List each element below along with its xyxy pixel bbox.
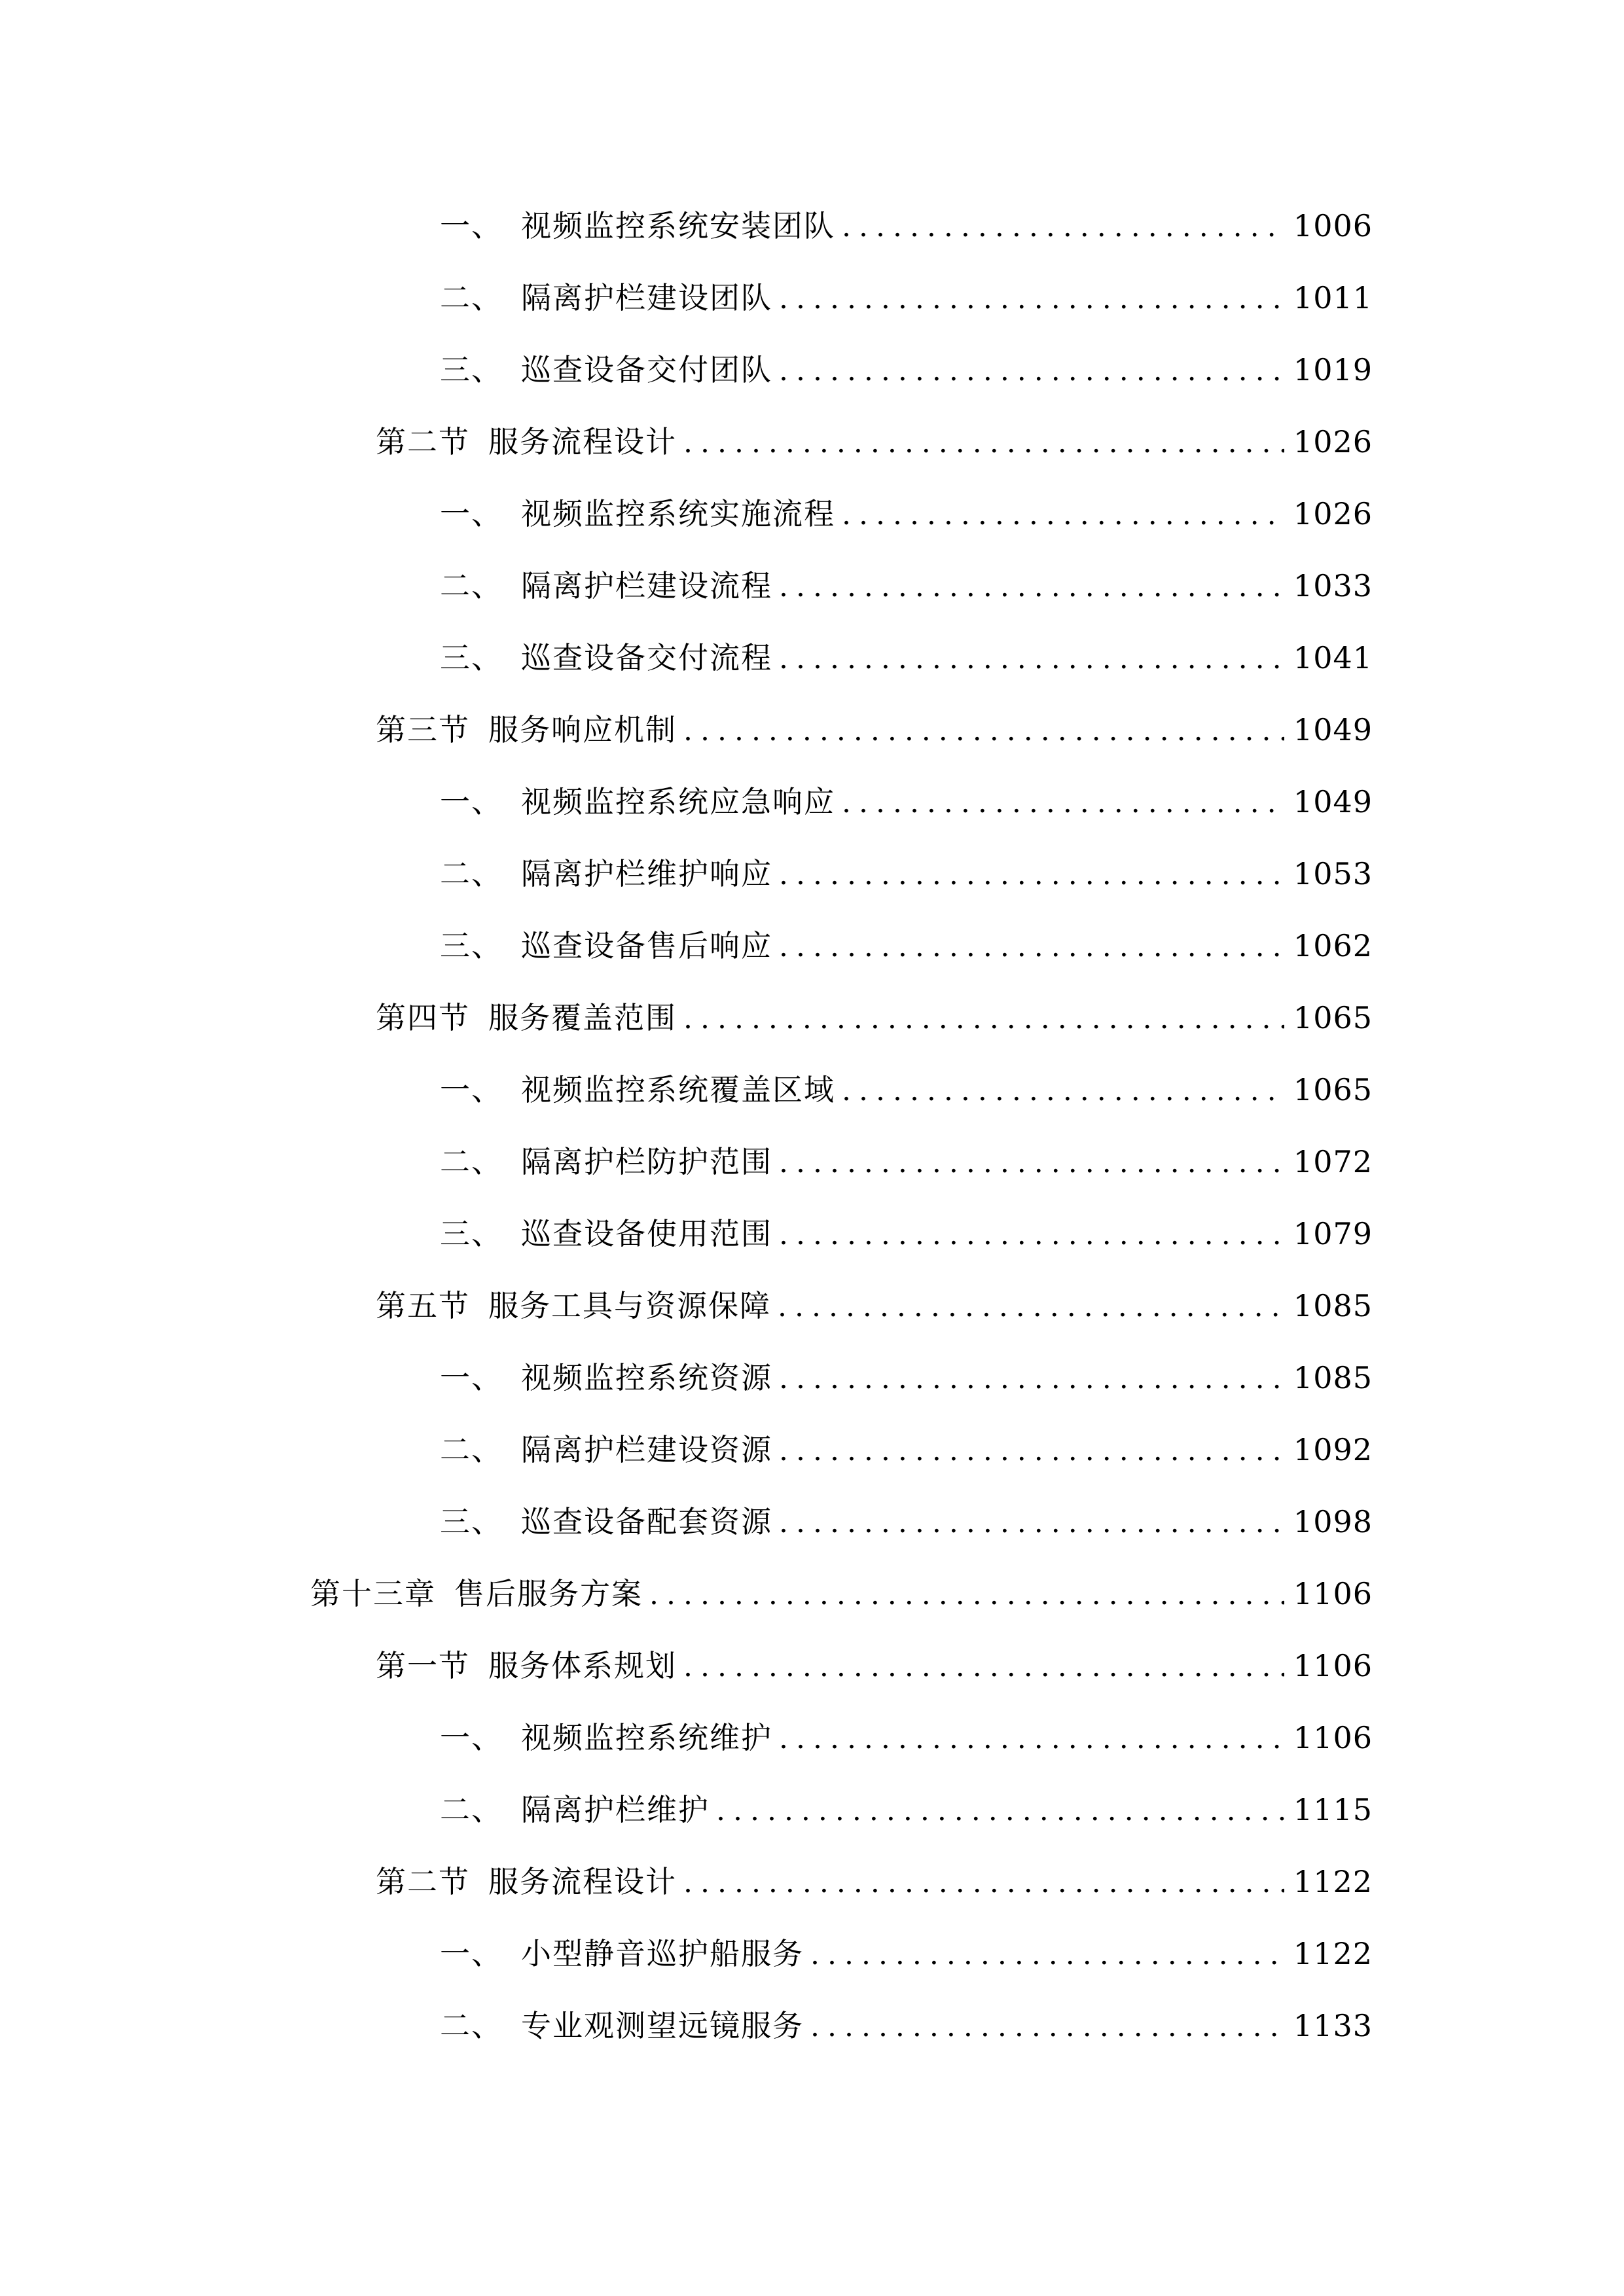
toc-entry-number: 二、 — [440, 1144, 503, 1179]
toc-entry-title — [440, 848, 772, 900]
toc-entry-title — [440, 1064, 835, 1116]
toc-page-number: 1026 — [1293, 496, 1373, 531]
toc-entry[interactable] — [440, 632, 1373, 684]
toc-entry-number: 一、 — [440, 784, 503, 819]
toc-entry-text: 视频监控系统覆盖区域 — [521, 1072, 835, 1107]
toc-entry[interactable] — [440, 920, 1373, 972]
toc-entry-text: 服务响应机制 — [488, 712, 677, 747]
toc-page-number: 1049 — [1293, 712, 1373, 747]
toc-entry[interactable] — [440, 1784, 1373, 1836]
toc-entry-number: 第四节 — [376, 1000, 470, 1035]
toc-entry-number: 三、 — [440, 640, 503, 675]
toc-entry[interactable] — [376, 416, 1373, 468]
toc-entry[interactable] — [376, 1640, 1373, 1692]
toc-entry-title — [376, 992, 677, 1044]
toc-entry-number: 第二节 — [376, 1864, 470, 1899]
toc-entry-number: 一、 — [440, 1720, 503, 1755]
toc-entry-text: 巡查设备售后响应 — [521, 928, 772, 963]
toc-entry[interactable] — [376, 992, 1373, 1044]
toc-entry-title — [440, 272, 772, 324]
toc-leader-dots — [716, 1785, 1284, 1837]
toc-entry-title — [440, 1208, 772, 1260]
toc-entry[interactable] — [440, 776, 1373, 828]
toc-entry-title — [440, 632, 772, 684]
toc-entry-title — [440, 920, 772, 972]
toc-page-number: 1049 — [1293, 784, 1373, 819]
toc-entry-title — [440, 1928, 804, 1980]
toc-entry-title — [376, 704, 677, 756]
toc-page-number: 1133 — [1293, 2008, 1373, 2043]
toc-entry[interactable] — [376, 1856, 1373, 1908]
toc-page-number: 1065 — [1293, 1000, 1373, 1035]
toc-page-number: 1011 — [1293, 280, 1373, 315]
toc-leader-dots — [683, 993, 1284, 1045]
toc-page-number: 1106 — [1293, 1648, 1373, 1683]
toc-page-number: 1115 — [1293, 1792, 1373, 1827]
toc-entry-title — [440, 488, 835, 540]
toc-entry-text: 巡查设备交付团队 — [521, 352, 772, 387]
toc-page-number: 1085 — [1293, 1360, 1373, 1395]
toc-leader-dots — [779, 1497, 1284, 1549]
toc-leader-dots — [779, 1425, 1284, 1477]
toc-page-number: 1053 — [1293, 856, 1373, 891]
toc-entry[interactable] — [376, 704, 1373, 756]
toc-entry[interactable] — [440, 488, 1373, 540]
toc-leader-dots — [842, 201, 1284, 253]
toc-entry[interactable] — [440, 344, 1373, 396]
toc-entry-number: 一、 — [440, 496, 503, 531]
toc-entry-number: 一、 — [440, 1072, 503, 1107]
toc-entry-text: 视频监控系统维护 — [521, 1720, 772, 1755]
toc-entry-title — [440, 1136, 772, 1188]
toc-entry-number: 三、 — [440, 928, 503, 963]
toc-entry-number: 一、 — [440, 208, 503, 243]
toc-entry-title — [310, 1568, 643, 1620]
toc-entry-title — [440, 344, 772, 396]
toc-entry[interactable] — [440, 560, 1373, 612]
toc-entry-number: 三、 — [440, 352, 503, 387]
toc-entry-number: 第五节 — [376, 1288, 470, 1323]
toc-leader-dots — [779, 1137, 1284, 1189]
toc-entry[interactable] — [440, 1712, 1373, 1764]
toc-entry-number: 第一节 — [376, 1648, 470, 1683]
toc-entry-text: 隔离护栏维护响应 — [521, 856, 772, 891]
toc-entry-title — [440, 200, 835, 252]
toc-entry-number: 一、 — [440, 1360, 503, 1395]
toc-entry[interactable] — [440, 1928, 1373, 1980]
toc-leader-dots — [779, 633, 1284, 685]
toc-page-number: 1079 — [1293, 1216, 1373, 1251]
toc-leader-dots — [842, 1065, 1284, 1117]
toc-entry-text: 隔离护栏维护 — [521, 1792, 710, 1827]
toc-page-number: 1006 — [1293, 208, 1373, 243]
toc-leader-dots — [842, 777, 1284, 829]
toc-entry[interactable] — [440, 1064, 1373, 1116]
toc-entry-text: 服务流程设计 — [488, 1864, 677, 1899]
toc-entry[interactable] — [376, 1280, 1373, 1332]
toc-leader-dots — [778, 1281, 1284, 1333]
toc-entry[interactable] — [440, 272, 1373, 324]
toc-leader-dots — [779, 273, 1284, 325]
toc-entry[interactable] — [440, 1352, 1373, 1404]
toc-entry-title — [440, 560, 772, 612]
toc-leader-dots — [779, 1209, 1284, 1261]
toc-page-number: 1122 — [1293, 1936, 1373, 1971]
toc-entry[interactable] — [310, 1568, 1373, 1620]
toc-entry[interactable] — [440, 1424, 1373, 1476]
toc-entry-text: 巡查设备交付流程 — [521, 640, 772, 675]
toc-leader-dots — [779, 345, 1284, 397]
toc-leader-dots — [779, 1713, 1284, 1765]
toc-leader-dots — [779, 921, 1284, 973]
toc-entry-text: 服务流程设计 — [488, 424, 677, 459]
toc-page-number: 1106 — [1293, 1720, 1373, 1755]
toc-leader-dots — [683, 1857, 1284, 1909]
toc-page-number: 1098 — [1293, 1504, 1373, 1539]
toc-page-number: 1019 — [1293, 352, 1373, 387]
toc-entry[interactable] — [440, 2000, 1373, 2052]
toc-leader-dots — [683, 705, 1284, 757]
toc-entry-number: 三、 — [440, 1216, 503, 1251]
toc-entry-text: 售后服务方案 — [454, 1576, 643, 1611]
toc-entry-number: 第二节 — [376, 424, 470, 459]
toc-leader-dots — [683, 1641, 1284, 1693]
toc-leader-dots — [810, 2001, 1284, 2053]
toc-leader-dots — [683, 417, 1284, 469]
toc-entry-text: 视频监控系统实施流程 — [521, 496, 835, 531]
toc-entry-number: 二、 — [440, 1792, 503, 1827]
toc-entry[interactable] — [440, 1136, 1373, 1188]
toc-page-number: 1092 — [1293, 1432, 1373, 1467]
toc-entry-number: 二、 — [440, 1432, 503, 1467]
toc-page-number: 1033 — [1293, 568, 1373, 603]
toc-entry-text: 服务体系规划 — [488, 1648, 677, 1683]
toc-leader-dots — [779, 561, 1284, 613]
toc-entry-title — [376, 1856, 677, 1908]
toc-entry-title — [440, 776, 835, 828]
toc-entry-text: 隔离护栏建设团队 — [521, 280, 772, 315]
toc-entry-number: 二、 — [440, 280, 503, 315]
toc-entry-text: 隔离护栏防护范围 — [521, 1144, 772, 1179]
toc-entry-title — [440, 1352, 772, 1404]
toc-entry-title — [440, 1496, 772, 1548]
toc-leader-dots — [779, 849, 1284, 901]
toc-entry-text: 巡查设备配套资源 — [521, 1504, 772, 1539]
toc-entry-number: 二、 — [440, 568, 503, 603]
toc-entry-title — [440, 1712, 772, 1764]
toc-entry-title — [376, 1640, 677, 1692]
toc-entry-title — [376, 1280, 771, 1332]
toc-entry[interactable] — [440, 1496, 1373, 1548]
toc-entry-title — [440, 1424, 772, 1476]
toc-entry-title — [440, 1784, 710, 1836]
toc-entry[interactable] — [440, 200, 1373, 252]
toc-entry-title — [440, 2000, 804, 2052]
toc-leader-dots — [842, 489, 1284, 541]
toc-entry-text: 小型静音巡护船服务 — [521, 1936, 804, 1971]
toc-entry[interactable] — [440, 1208, 1373, 1260]
toc-leader-dots — [649, 1569, 1284, 1621]
toc-entry-number: 一、 — [440, 1936, 503, 1971]
toc-page-number: 1122 — [1293, 1864, 1373, 1899]
toc-entry-text: 隔离护栏建设资源 — [521, 1432, 772, 1467]
toc-entry-number: 第三节 — [376, 712, 470, 747]
toc-page-number: 1065 — [1293, 1072, 1373, 1107]
toc-entry-text: 专业观测望远镜服务 — [521, 2008, 804, 2043]
toc-entry-text: 服务工具与资源保障 — [488, 1288, 771, 1323]
toc-entry-number: 三、 — [440, 1504, 503, 1539]
toc-page-number: 1085 — [1293, 1288, 1373, 1323]
toc-entry-number: 二、 — [440, 856, 503, 891]
toc-entry-text: 服务覆盖范围 — [488, 1000, 677, 1035]
toc-leader-dots — [810, 1929, 1284, 1981]
toc-page-number: 1026 — [1293, 424, 1373, 459]
toc-page-number: 1072 — [1293, 1144, 1373, 1179]
toc-entry-text: 视频监控系统应急响应 — [521, 784, 835, 819]
toc-entry[interactable] — [440, 848, 1373, 900]
toc-entry-text: 隔离护栏建设流程 — [521, 568, 772, 603]
toc-entry-number: 第十三章 — [310, 1576, 436, 1611]
toc-entry-title — [376, 416, 677, 468]
toc-page-number: 1062 — [1293, 928, 1373, 963]
toc-page-number: 1041 — [1293, 640, 1373, 675]
toc-entry-number: 二、 — [440, 2008, 503, 2043]
toc-entry-text: 巡查设备使用范围 — [521, 1216, 772, 1251]
toc-page-number: 1106 — [1293, 1576, 1373, 1611]
toc-entry-text: 视频监控系统安装团队 — [521, 208, 835, 243]
toc-leader-dots — [779, 1353, 1284, 1405]
toc-entry-text: 视频监控系统资源 — [521, 1360, 772, 1395]
